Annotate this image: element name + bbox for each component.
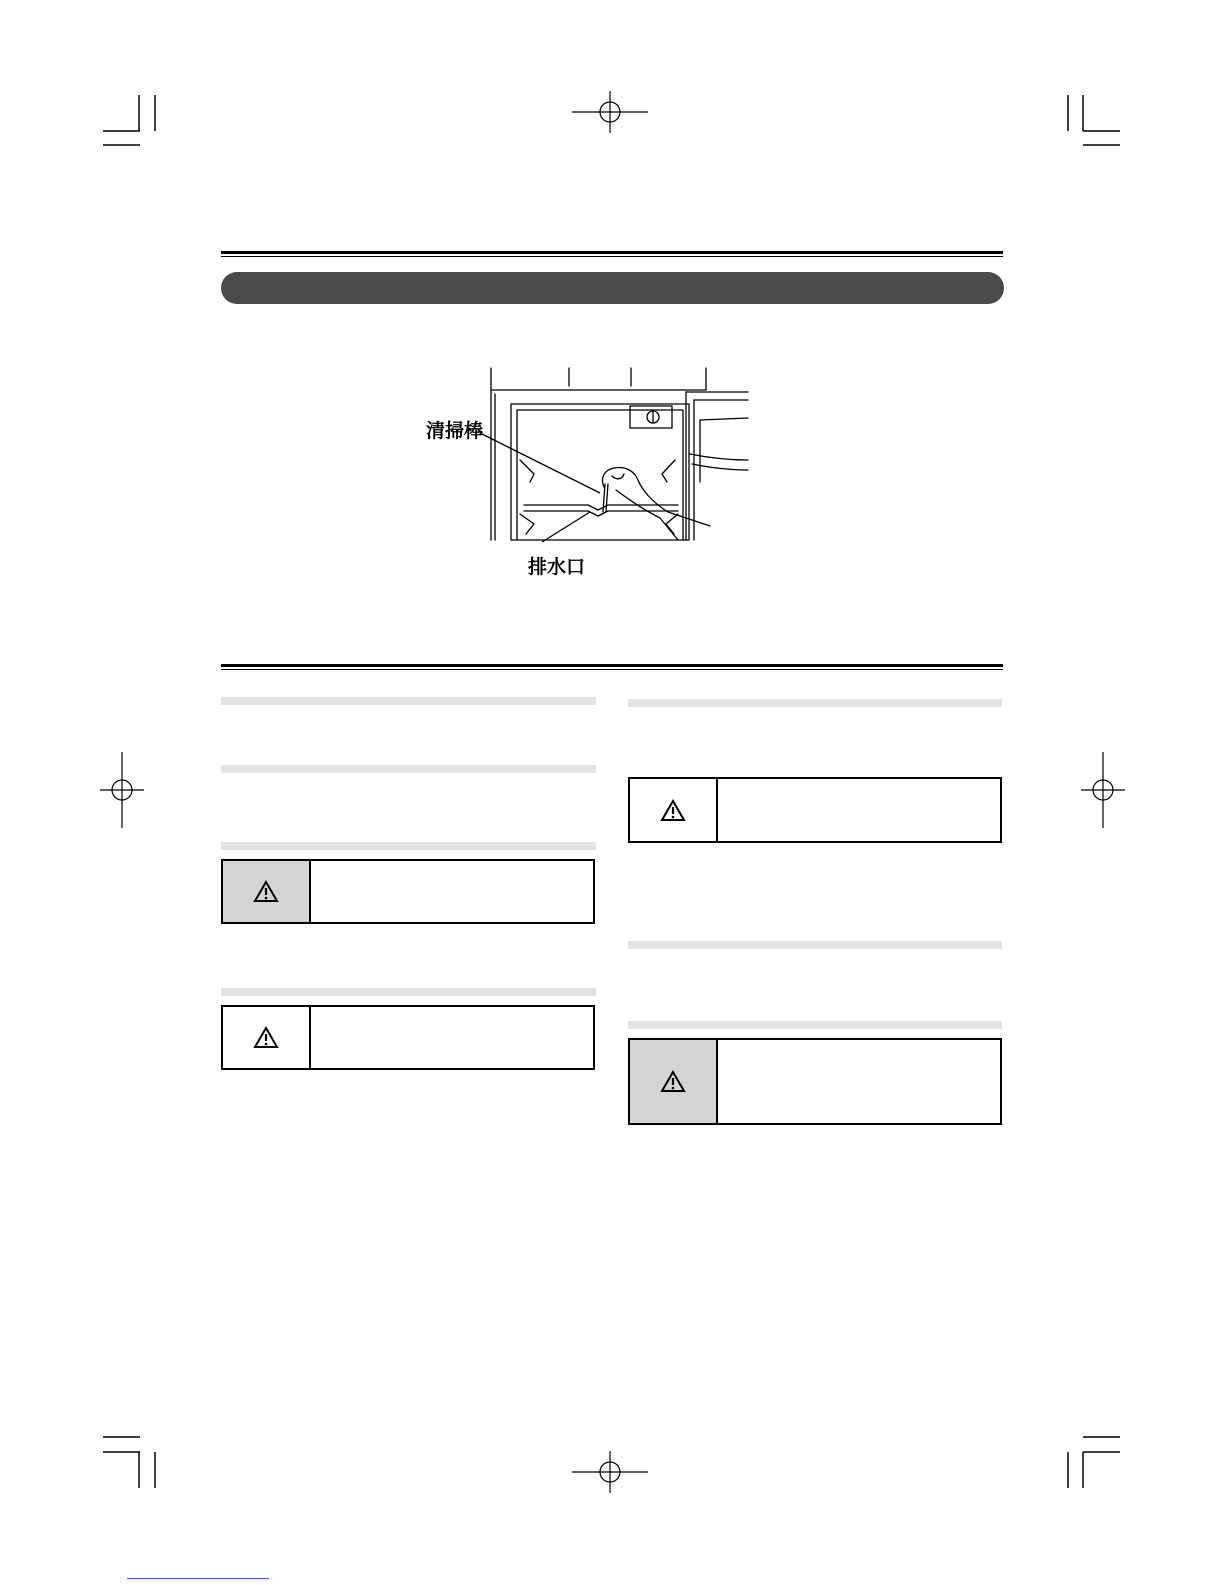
refrigerator-drain-illustration [420,362,760,580]
registration-mark-top [572,91,648,133]
warning-triangle-icon [660,1070,686,1093]
subheading-band [221,842,596,850]
link-underline [127,1578,269,1579]
caution-box [628,1038,1002,1125]
warning-triangle-icon [253,1026,279,1049]
callout-drain-outlet: 排水口 [528,556,586,578]
registration-mark-left [100,752,144,828]
caution-label-cell [630,1040,718,1123]
registration-mark-right [1081,752,1125,828]
subheading-band [221,697,596,705]
registration-mark-bottom [572,1451,648,1493]
caution-label-cell [223,861,311,922]
subheading-band [628,941,1002,949]
warning-triangle-icon [660,799,686,822]
subheading-band [221,765,596,773]
callout-cleaning-rod: 清掃棒 [426,420,484,442]
section-title-bar [221,272,1004,304]
caution-box [628,777,1002,843]
section-rule-top [221,251,1003,257]
subheading-band [221,988,596,996]
caution-label-cell [630,779,718,841]
subheading-band [628,699,1002,707]
caution-box [221,859,595,924]
caution-box [221,1005,595,1070]
subheading-band [628,1021,1002,1029]
caution-label-cell [223,1007,311,1068]
warning-triangle-icon [253,880,279,903]
section-rule-middle [221,664,1003,670]
